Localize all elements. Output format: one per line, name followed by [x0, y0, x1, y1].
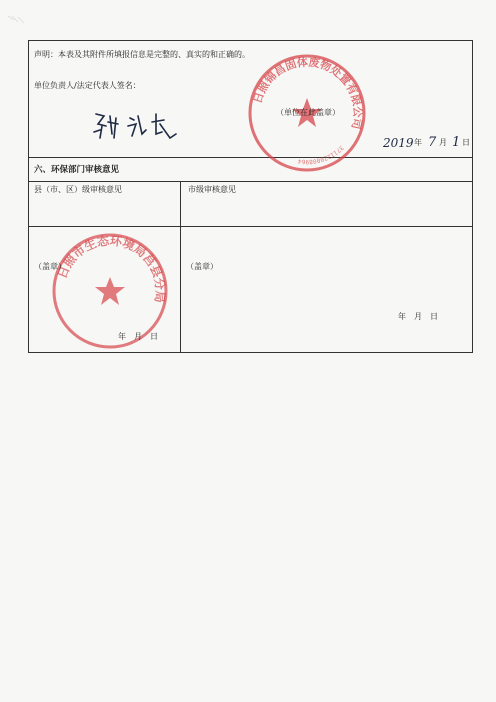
company-stamp-label: （单位在此盖章） [276, 108, 340, 117]
date-year: 2019 [383, 136, 414, 150]
company-seal-code: 3711220008964 [297, 143, 345, 166]
bureau-seal-name: 日照市生态环境局莒县分局 [54, 233, 168, 304]
review-form [28, 40, 473, 353]
date-day: 1 [452, 135, 461, 150]
declaration-statement: 声明：本表及其附件所填报信息是完整的、真实的和正确的。 [34, 50, 250, 59]
city-review-header: 市级审核意见 [188, 185, 236, 194]
date-day-char: 日 [462, 138, 470, 147]
scan-artifact [6, 14, 28, 28]
company-seal-name: 日照锦昌固体废物处置有限公司 [250, 55, 365, 131]
date-month-char: 月 [439, 138, 447, 147]
county-stamp-label: （盖章） [34, 262, 66, 271]
county-review-date: 年 月 日 [118, 332, 158, 341]
section6-title: 六、环保部门审核意见 [34, 165, 120, 175]
signer-label: 单位负责人/法定代表人签名： [34, 81, 141, 90]
county-review-header: 县（市、区）级审核意见 [34, 185, 122, 194]
date-month: 7 [428, 135, 437, 150]
city-review-date: 年 月 日 [398, 312, 438, 321]
date-year-char: 年 [414, 138, 422, 147]
city-stamp-label: （盖章） [186, 262, 218, 271]
handwritten-signature [90, 104, 180, 144]
